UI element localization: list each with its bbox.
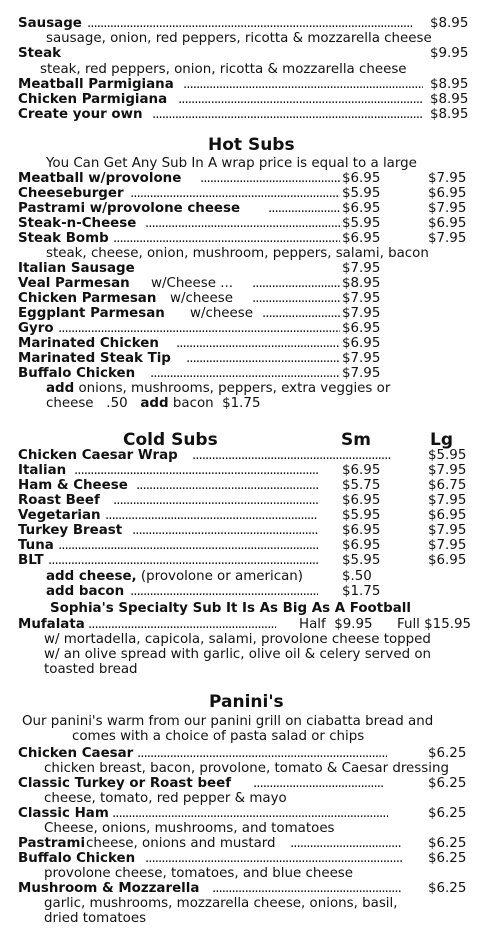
dot-leader xyxy=(192,448,392,463)
dot-leader xyxy=(74,463,318,478)
hot-subs-note: You Can Get Any Sub In A wrap price is equal to a large xyxy=(46,156,417,171)
hot-item-italian-sausage: Italian Sausage xyxy=(18,261,135,276)
hot-lg-price: $7.95 xyxy=(428,171,467,186)
hot-lg-price: $6.95 xyxy=(428,186,467,201)
price-sausage: $8.95 xyxy=(430,16,469,31)
cold-item-tuna: Tuna xyxy=(18,538,54,553)
cold-item-italian: Italian xyxy=(18,463,67,478)
hot-sm-price: $6.95 xyxy=(342,201,381,216)
dot-leader xyxy=(145,851,402,866)
panini-desc: provolone cheese, tomatoes, and blue cheese xyxy=(44,866,354,881)
dot-leader xyxy=(58,321,340,336)
panini-desc-2: dried tomatoes xyxy=(44,911,147,926)
panini-desc: cheese, tomato, red pepper & mayo xyxy=(44,791,287,806)
panini-classic-turkey: Classic Turkey or Roast beef xyxy=(18,776,232,791)
add-bacon-price: $1.75 xyxy=(342,584,381,599)
hot-item-steak-bomb: Steak Bomb xyxy=(18,231,109,246)
item-create-your-own: Create your own xyxy=(18,107,143,122)
dot-leader xyxy=(112,806,388,821)
dot-leader xyxy=(183,77,423,92)
add-cheese-note: (provolone or american) xyxy=(140,569,304,584)
dot-leader xyxy=(130,186,340,201)
dot-leader xyxy=(262,306,340,321)
hot-sm-price: $7.95 xyxy=(342,261,381,276)
dot-leader xyxy=(252,276,340,291)
dot-leader xyxy=(176,336,340,351)
panini-desc: chicken breast, bacon, provolone, tomato & Caesar dressing xyxy=(44,761,449,776)
cold-item-turkey-breast: Turkey Breast xyxy=(18,523,123,538)
dot-leader xyxy=(200,171,340,186)
dot-leader xyxy=(88,617,276,632)
panini-price: $6.25 xyxy=(428,881,467,896)
hot-item-chicken-parmesan: Chicken Parmesan xyxy=(18,291,157,306)
dot-leader xyxy=(130,584,318,599)
addon-text: onions, mushrooms, peppers, extra veggies or xyxy=(78,381,391,396)
cold-item-roast-beef: Roast Beef xyxy=(18,493,100,508)
dot-leader xyxy=(113,231,340,246)
cold-item-blt: BLT xyxy=(18,553,44,568)
cold-lg-price: $6.95 xyxy=(428,508,467,523)
dot-leader xyxy=(212,881,402,896)
hot-item-extra: w/cheese xyxy=(170,291,234,306)
panini-pastrami-desc: cheese, onions and mustard xyxy=(86,836,276,851)
cold-sm-header: Sm xyxy=(341,430,371,450)
price-create-your-own: $8.95 xyxy=(430,107,469,122)
desc-sausage: sausage, onion, red peppers, ricotta & mozzarella cheese xyxy=(46,31,432,46)
panini-classic-ham: Classic Ham xyxy=(18,806,109,821)
item-meatball-parm: Meatball Parmigiana xyxy=(18,77,174,92)
hot-subs-heading: Hot Subs xyxy=(208,135,295,155)
hot-item-meatball: Meatball w/provolone xyxy=(18,171,182,186)
mufalata-desc-2: w/ an olive spread with garlic, olive oil & celery served on xyxy=(44,647,432,662)
cold-add-cheese xyxy=(46,569,303,584)
dot-leader xyxy=(48,553,318,568)
hot-lg-price: $6.95 xyxy=(428,216,467,231)
add-keyword: add xyxy=(46,381,75,396)
price-steak: $9.95 xyxy=(430,46,469,61)
cold-subs-heading: Cold Subs xyxy=(123,430,218,450)
cold-lg-price: $6.95 xyxy=(428,553,467,568)
hot-item-marinated-chicken: Marinated Chicken xyxy=(18,336,159,351)
panini-desc: Cheese, onions, mushrooms, and tomatoes xyxy=(44,821,335,836)
mufalata-half-price: Half $9.95 xyxy=(299,617,373,632)
hot-item-extra: w/cheese xyxy=(190,306,254,321)
dot-leader xyxy=(58,538,318,553)
dot-leader xyxy=(252,291,340,306)
panini-note-2: comes with a choice of pasta salad or chips xyxy=(72,729,365,744)
panini-pastrami: Pastrami xyxy=(18,836,86,851)
panini-price: $6.25 xyxy=(428,851,467,866)
cold-sm-price: $6.95 xyxy=(342,493,381,508)
dot-leader xyxy=(253,776,383,791)
panini-buffalo-chicken: Buffalo Chicken xyxy=(18,851,136,866)
item-steak: Steak xyxy=(18,46,62,61)
hot-sm-price: $6.95 xyxy=(342,321,381,336)
price-chicken-parm: $8.95 xyxy=(430,92,469,107)
hot-item-steak-n-cheese: Steak-n-Cheese xyxy=(18,216,137,231)
item-chicken-parm: Chicken Parmigiana xyxy=(18,92,168,107)
cold-sm-price: $6.95 xyxy=(342,523,381,538)
hot-item-veal-parmesan: Veal Parmesan xyxy=(18,276,130,291)
panini-note-1: Our panini's warm from our panini grill on ciabatta bread and xyxy=(22,714,434,729)
hot-sm-price: $6.95 xyxy=(342,336,381,351)
hot-item-extra: w/Cheese ... xyxy=(151,276,234,291)
cold-sm-price: $5.75 xyxy=(342,478,381,493)
hot-item-pastrami: Pastrami w/provolone cheese xyxy=(18,201,241,216)
dot-leader xyxy=(113,493,318,508)
dot-leader xyxy=(290,836,402,851)
hot-sm-price: $5.95 xyxy=(342,186,381,201)
panini-price: $6.25 xyxy=(428,776,467,791)
item-mufalata: Mufalata xyxy=(18,617,85,632)
specialty-heading: Sophia's Specialty Sub It Is As Big As A Football xyxy=(50,601,411,616)
cold-sm-price: $6.95 xyxy=(342,463,381,478)
dot-leader xyxy=(150,366,340,381)
dot-leader xyxy=(132,523,318,538)
hot-item-gyro: Gyro xyxy=(18,321,54,336)
mufalata-desc-1: w/ mortadella, capicola, salami, provolone cheese topped xyxy=(44,632,431,647)
dot-leader xyxy=(105,508,318,523)
desc-steak-bomb: steak, cheese, onion, mushroom, peppers, salami, bacon xyxy=(46,246,429,261)
dot-leader xyxy=(178,92,423,107)
dot-leader xyxy=(152,107,423,122)
addon-cheese: cheese .50 xyxy=(46,396,128,411)
cold-lg-price: $7.95 xyxy=(428,493,467,508)
cold-lg-price: $7.95 xyxy=(428,523,467,538)
hot-sm-price: $8.95 xyxy=(342,276,381,291)
add-cheese-price: $.50 xyxy=(342,569,372,584)
hot-sm-price: $7.95 xyxy=(342,306,381,321)
panini-price: $6.25 xyxy=(428,836,467,851)
cold-sm-price: $5.95 xyxy=(342,553,381,568)
cold-lg-header: Lg xyxy=(430,430,454,450)
addon-bacon: bacon $1.75 xyxy=(172,396,261,411)
hot-item-marinated-steak-tip: Marinated Steak Tip xyxy=(18,351,171,366)
dot-leader xyxy=(268,201,340,216)
hot-sm-price: $5.95 xyxy=(342,216,381,231)
dot-leader xyxy=(136,478,318,493)
cold-lg-price: $6.75 xyxy=(428,478,467,493)
hot-sm-price: $7.95 xyxy=(342,351,381,366)
hot-sm-price: $7.95 xyxy=(342,366,381,381)
dot-leader xyxy=(145,216,340,231)
hot-addons-line2 xyxy=(46,396,260,411)
add-cheese-label: add cheese, xyxy=(46,569,137,584)
hot-addons-line1 xyxy=(46,381,390,396)
cold-sm-price: $5.95 xyxy=(342,508,381,523)
hot-sm-price: $6.95 xyxy=(342,231,381,246)
dot-leader xyxy=(137,746,387,761)
dot-leader xyxy=(87,16,412,31)
panini-chicken-caesar: Chicken Caesar xyxy=(18,746,134,761)
hot-item-cheeseburger: Cheeseburger xyxy=(18,186,124,201)
panini-desc: garlic, mushrooms, mozzarella cheese, onions, basil, xyxy=(44,896,398,911)
cold-sm-price: $6.95 xyxy=(342,538,381,553)
cold-item-vegetarian: Vegetarian xyxy=(18,508,101,523)
add-keyword: add xyxy=(140,396,169,411)
mufalata-full-price: Full $15.95 xyxy=(397,617,472,632)
cold-item-ham-cheese: Ham & Cheese xyxy=(18,478,128,493)
hot-sm-price: $7.95 xyxy=(342,291,381,306)
hot-item-buffalo-chicken: Buffalo Chicken xyxy=(18,366,136,381)
hot-item-eggplant-parmesan: Eggplant Parmesan xyxy=(18,306,165,321)
desc-steak: steak, red peppers, onion, ricotta & mozzarella cheese xyxy=(40,62,407,77)
cold-lg-price: $7.95 xyxy=(428,463,467,478)
price-meatball-parm: $8.95 xyxy=(430,77,469,92)
panini-price: $6.25 xyxy=(428,746,467,761)
hot-sm-price: $6.95 xyxy=(342,171,381,186)
hot-lg-price: $7.95 xyxy=(428,201,467,216)
cold-lg-price: $7.95 xyxy=(428,538,467,553)
panini-mushroom-mozzarella: Mushroom & Mozzarella xyxy=(18,881,200,896)
panini-price: $6.25 xyxy=(428,806,467,821)
cold-lg-price: $5.95 xyxy=(428,448,467,463)
mufalata-desc-3: toasted bread xyxy=(44,662,138,677)
cold-item-chicken-caesar-wrap: Chicken Caesar Wrap xyxy=(18,448,178,463)
dot-leader xyxy=(186,351,340,366)
item-sausage: Sausage xyxy=(18,16,82,31)
add-bacon-label: add bacon xyxy=(46,584,125,599)
hot-lg-price: $7.95 xyxy=(428,231,467,246)
panini-heading: Panini's xyxy=(209,692,284,712)
